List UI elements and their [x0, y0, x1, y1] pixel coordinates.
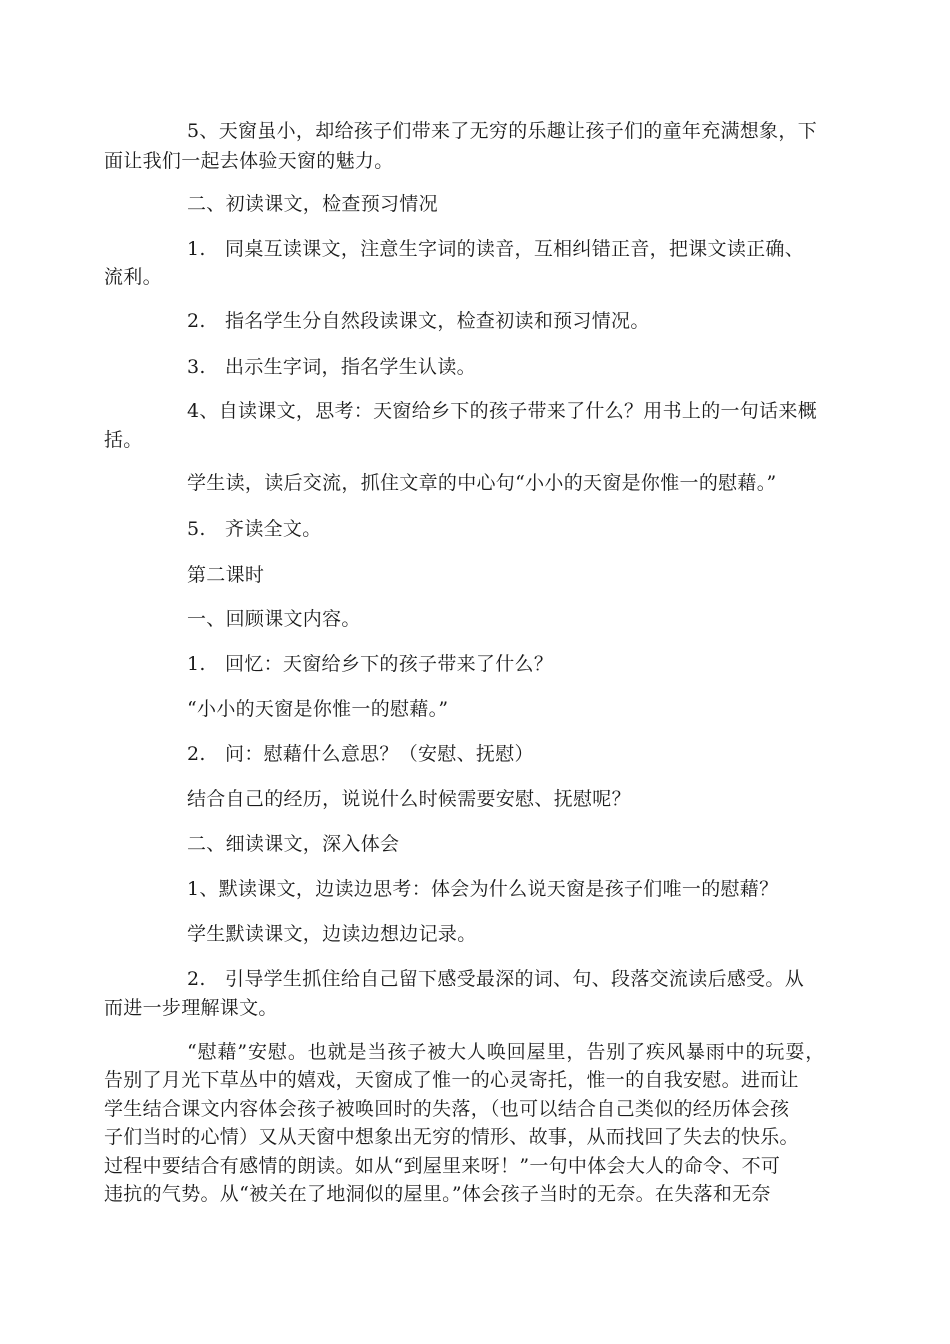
- paragraph-line: 违抗的气势。从“被关在了地洞似的屋里。”体会孩子当时的无奈。在失落和无奈: [104, 1183, 771, 1205]
- section-heading: 二、初读课文，检查预习情况: [187, 193, 438, 215]
- paragraph-line: 学生读，读后交流，抓住文章的中心句“小小的天窗是你惟一的慰藉。”: [187, 472, 777, 494]
- paragraph-line: 2. 指名学生分自然段读课文，检查初读和预习情况。: [187, 310, 650, 332]
- paragraph-line: 学生结合课文内容体会孩子被唤回时的失落，（也可以结合自己类似的经历体会孩: [104, 1098, 790, 1120]
- paragraph-line: “小小的天窗是你惟一的慰藉。”: [187, 698, 449, 720]
- paragraph-line: 结合自己的经历，说说什么时候需要安慰、抚慰呢？: [187, 788, 631, 810]
- paragraph-line: 3. 出示生字词，指名学生认读。: [187, 356, 476, 378]
- paragraph-line: 2. 问：慰藉什么意思？（安慰、抚慰）: [187, 743, 534, 765]
- paragraph-line: 过程中要结合有感情的朗读。如从“到屋里来呀！”一句中体会大人的命令、不可: [104, 1155, 781, 1177]
- paragraph-line: 1、默读课文，边读边思考：体会为什么说天窗是孩子们唯一的慰藉？: [187, 878, 779, 900]
- paragraph-line: 告别了月光下草丛中的嬉戏，天窗成了惟一的心灵寄托，惟一的自我安慰。进而让: [104, 1069, 799, 1091]
- paragraph-line: 学生默读课文，边读边想边记录。: [187, 923, 477, 945]
- paragraph-line: 而进一步理解课文。: [104, 997, 278, 1019]
- paragraph-line: 1. 回忆：天窗给乡下的孩子带来了什么？: [187, 653, 554, 675]
- paragraph-line: 括。: [104, 429, 143, 451]
- paragraph-line: 1. 同桌互读课文，注意生字词的读音，互相纠错正音，把课文读正确、: [187, 238, 805, 260]
- paragraph-line: 子们当时的心情）又从天窗中想象出无穷的情形、故事，从而找回了失去的快乐。: [104, 1126, 799, 1148]
- paragraph-line: 5. 齐读全文。: [187, 518, 322, 540]
- paragraph-line: 4、自读课文，思考：天窗给乡下的孩子带来了什么？用书上的一句话来概: [187, 400, 817, 422]
- paragraph-line: “慰藉”安慰。也就是当孩子被大人唤回屋里，告别了疾风暴雨中的玩耍，: [187, 1041, 826, 1063]
- paragraph-line: 流利。: [104, 266, 162, 288]
- paragraph-line: 面让我们一起去体验天窗的魅力。: [104, 150, 394, 172]
- section-heading: 一、回顾课文内容。: [187, 608, 361, 630]
- paragraph-line: 2. 引导学生抓住给自己留下感受最深的词、句、段落交流读后感受。从: [187, 968, 805, 990]
- section-heading: 第二课时: [187, 564, 265, 586]
- paragraph-line: 5、天窗虽小，却给孩子们带来了无穷的乐趣让孩子们的童年充满想象，下: [187, 120, 817, 142]
- section-heading: 二、细读课文，深入体会: [187, 833, 400, 855]
